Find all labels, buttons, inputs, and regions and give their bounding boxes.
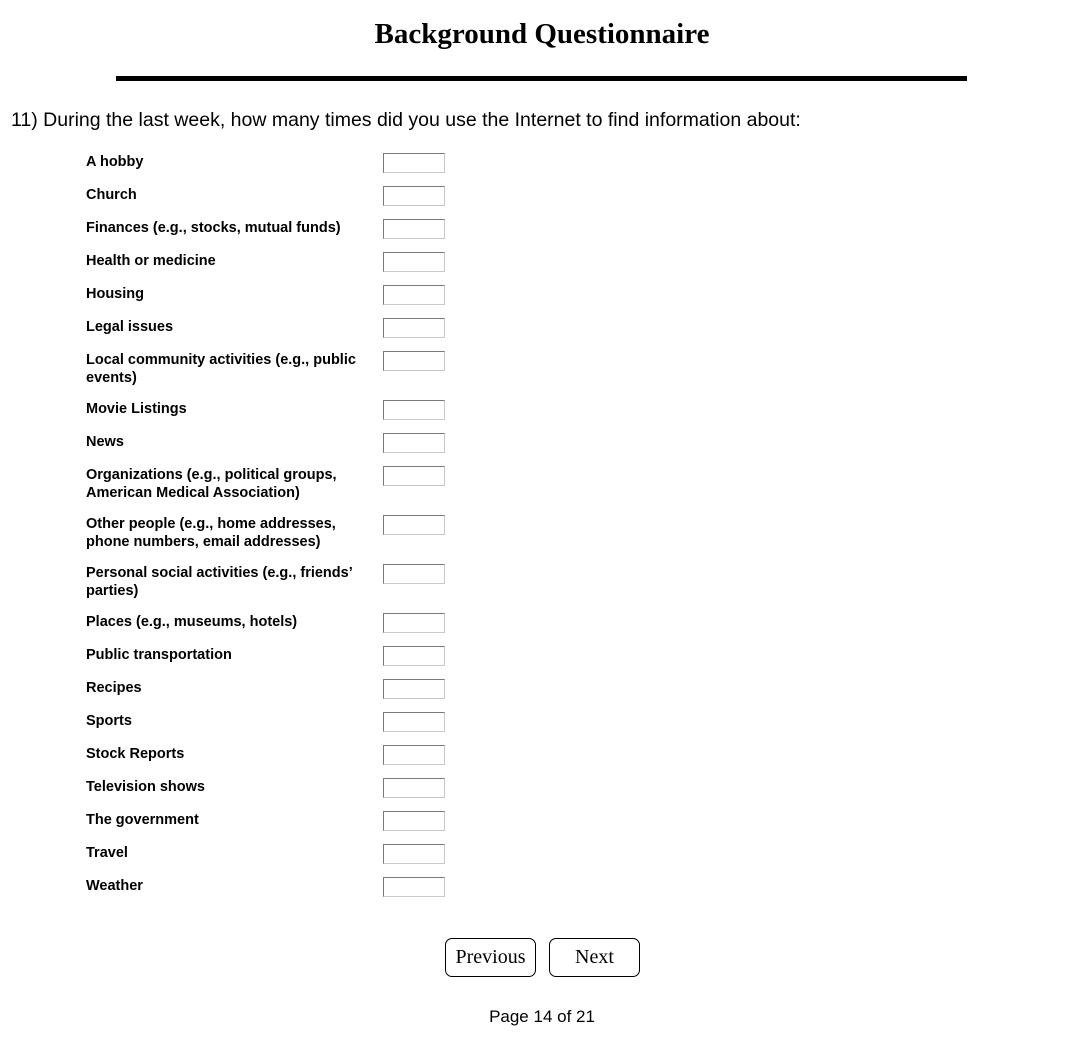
item-row-places	[86, 611, 466, 633]
count-input-a-hobby[interactable]	[383, 153, 445, 173]
item-label: Church	[86, 187, 137, 203]
count-input-weather[interactable]	[383, 877, 445, 897]
item-row-legal	[86, 316, 466, 338]
count-input-legal[interactable]	[383, 318, 445, 338]
count-input-sports[interactable]	[383, 712, 445, 732]
previous-button[interactable]: Previous	[445, 938, 536, 977]
count-input-travel[interactable]	[383, 844, 445, 864]
count-input-public-transportation[interactable]	[383, 646, 445, 666]
item-label: Local community activities (e.g., public events)	[86, 352, 356, 386]
item-label: Stock Reports	[86, 746, 185, 762]
page-navigation	[445, 938, 640, 977]
item-row-travel	[86, 842, 466, 864]
count-input-housing[interactable]	[383, 285, 445, 305]
item-row-news	[86, 431, 466, 453]
item-label: Television shows	[86, 779, 205, 795]
item-label: Health or medicine	[86, 253, 216, 269]
item-row-health	[86, 250, 466, 272]
item-row-movie-listings	[86, 398, 466, 420]
item-row-housing	[86, 283, 466, 305]
item-row-public-transportation	[86, 644, 466, 666]
count-input-recipes[interactable]	[383, 679, 445, 699]
item-label: Travel	[86, 845, 128, 861]
item-label: Legal issues	[86, 319, 174, 335]
item-row-organizations	[86, 464, 466, 502]
page-indicator: Page 14 of 21	[489, 1007, 595, 1026]
item-label: Personal social activities (e.g., friends’ parties)	[86, 565, 352, 599]
count-input-stock-reports[interactable]	[383, 745, 445, 765]
page-title: Background Questionnaire	[374, 18, 710, 50]
item-row-stock-reports	[86, 743, 466, 765]
item-label: News	[86, 434, 124, 450]
item-label: Housing	[86, 286, 144, 302]
item-row-government	[86, 809, 466, 831]
count-input-television[interactable]	[383, 778, 445, 798]
count-input-other-people[interactable]	[383, 515, 445, 535]
item-row-weather	[86, 875, 466, 897]
count-input-finances[interactable]	[383, 219, 445, 239]
item-label: Public transportation	[86, 647, 232, 663]
count-input-church[interactable]	[383, 186, 445, 206]
count-input-news[interactable]	[383, 433, 445, 453]
item-row-local-community	[86, 349, 466, 387]
item-row-church	[86, 184, 466, 206]
item-row-sports	[86, 710, 466, 732]
item-row-personal-social	[86, 562, 466, 600]
item-label: Movie Listings	[86, 401, 187, 417]
count-input-local-community[interactable]	[383, 351, 445, 371]
title-divider	[116, 76, 967, 81]
item-label: Organizations (e.g., political groups, American Medical Association)	[86, 467, 337, 501]
next-button[interactable]: Next	[549, 938, 640, 977]
item-label: The government	[86, 812, 199, 828]
item-row-other-people	[86, 513, 466, 551]
item-row-television	[86, 776, 466, 798]
item-label: A hobby	[86, 154, 144, 170]
count-input-organizations[interactable]	[383, 466, 445, 486]
count-input-places[interactable]	[383, 613, 445, 633]
item-label: Recipes	[86, 680, 142, 696]
item-label: Weather	[86, 878, 143, 894]
count-input-personal-social[interactable]	[383, 564, 445, 584]
count-input-government[interactable]	[383, 811, 445, 831]
count-input-health[interactable]	[383, 252, 445, 272]
item-label: Finances (e.g., stocks, mutual funds)	[86, 220, 341, 236]
item-label: Other people (e.g., home addresses, phone numbers, email addresses)	[86, 516, 336, 550]
count-input-movie-listings[interactable]	[383, 400, 445, 420]
item-label: Sports	[86, 713, 132, 729]
item-row-recipes	[86, 677, 466, 699]
item-label: Places (e.g., museums, hotels)	[86, 614, 298, 630]
item-row-finances	[86, 217, 466, 239]
question-items	[86, 151, 466, 908]
question-text: 11) During the last week, how many times did you use the Internet to find information about:	[11, 109, 801, 131]
item-row-a-hobby	[86, 151, 466, 173]
